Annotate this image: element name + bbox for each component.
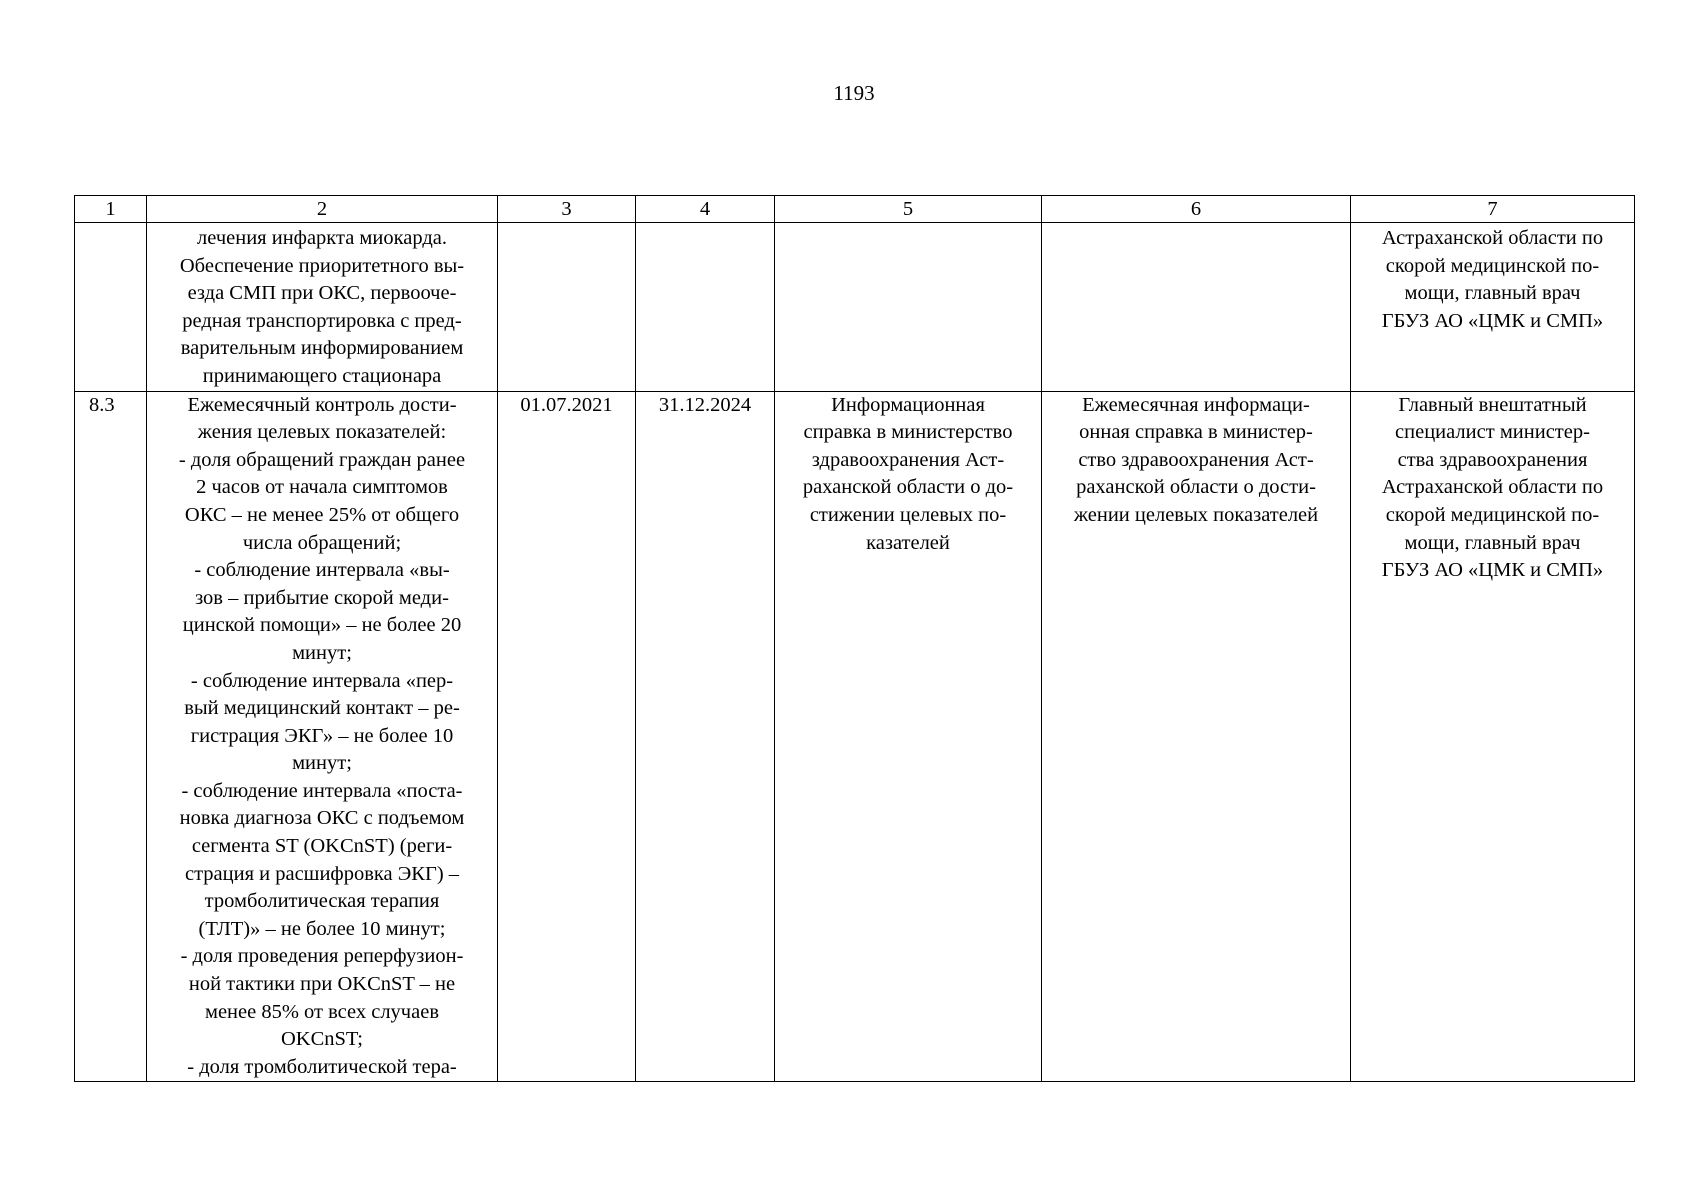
- text-line: справка в министерство: [803, 421, 1013, 444]
- text-line: онная справка в министер-: [1079, 421, 1313, 444]
- text-line: ства здравоохранения: [1397, 448, 1588, 471]
- cell-responsible: [1351, 391, 1635, 1082]
- text-line: страция и расшифровка ЭКГ) –: [184, 862, 460, 885]
- text-line: жения целевых показателей:: [197, 421, 447, 444]
- text-line: вый медицинский контакт – ре-: [184, 697, 460, 720]
- text-line: принимающего стационара: [202, 364, 442, 387]
- text-line: Астраханской области по: [1381, 227, 1604, 249]
- text-line: редная транспортировка с пред-: [182, 309, 462, 332]
- document-table: [74, 195, 1635, 1082]
- text-line: езда СМП при ОКС, первооче-: [187, 282, 457, 305]
- text-line: жении целевых показателей: [1073, 503, 1319, 526]
- text-line: ной тактики при OKCnST – не: [188, 973, 456, 996]
- cell-description: [147, 391, 498, 1082]
- text-line: мощи, главный врач: [1404, 282, 1581, 305]
- text-line: здравоохранения Аст-: [811, 448, 1005, 471]
- table-row: [75, 391, 1635, 1082]
- text-line: Астраханской области по: [1381, 476, 1604, 499]
- cell-responsible: [1351, 223, 1635, 392]
- text-line: зов – прибытие скорой меди-: [195, 586, 449, 609]
- text-line: гистрация ЭКГ» – не более 10: [190, 724, 454, 747]
- column-header-1: 1: [75, 196, 147, 223]
- text-line: - доля проведения реперфузион-: [180, 945, 464, 968]
- text-line: - соблюдение интервала «пер-: [190, 669, 454, 692]
- text-line: специалист министер-: [1395, 421, 1590, 444]
- column-header-6: 6: [1042, 196, 1351, 223]
- text-line: числа обращений;: [242, 531, 402, 554]
- text-line: - соблюдение интервала «поста-: [181, 779, 463, 802]
- cell-control: [1042, 223, 1351, 392]
- text-line: Ежемесячный контроль дости-: [187, 393, 457, 416]
- text-line: OKCnST;: [280, 1028, 364, 1051]
- text-line: скорой медицинской по-: [1385, 254, 1600, 277]
- text-line: мощи, главный врач: [1404, 531, 1581, 554]
- cell-start-date: 01.07.2021: [498, 391, 636, 1082]
- text-line: стижении целевых по-: [809, 503, 1007, 526]
- text-line: - доля обращений граждан ранее: [178, 448, 466, 471]
- column-header-5: 5: [775, 196, 1042, 223]
- cell-control: [1042, 391, 1351, 1082]
- column-header-7: 7: [1351, 196, 1635, 223]
- cell-end-date: [636, 223, 775, 392]
- text-line: минут;: [292, 752, 352, 775]
- text-line: 2 часов от начала симптомов: [196, 476, 448, 499]
- text-line: варительным информированием: [180, 337, 464, 360]
- text-line: ГБУЗ АО «ЦМК и СМП»: [1381, 309, 1604, 332]
- text-line: минут;: [292, 641, 352, 664]
- text-line: ГБУЗ АО «ЦМК и СМП»: [1381, 559, 1604, 582]
- text-line: - доля тромболитической тера-: [187, 1055, 457, 1078]
- text-line: менее 85% от всех случаев: [204, 1000, 439, 1023]
- text-line: - соблюдение интервала «вы-: [194, 559, 450, 582]
- text-line: новка диагноза ОКС с подъемом: [179, 807, 465, 830]
- cell-start-date: [498, 223, 636, 392]
- cell-description: [147, 223, 498, 392]
- text-line: Ежемесячная информаци-: [1082, 393, 1310, 416]
- column-header-4: 4: [636, 196, 775, 223]
- text-line: (ТЛТ)» – не более 10 минут;: [198, 917, 446, 940]
- text-line: цинской помощи» – не более 20: [182, 614, 462, 637]
- text-line: Обеспечение приоритетного вы-: [179, 254, 465, 277]
- text-line: сегмента ST (OKCnST) (реги-: [191, 835, 453, 858]
- text-line: раханской области о до-: [802, 476, 1014, 499]
- text-line: лечения инфаркта миокарда.: [197, 227, 447, 249]
- cell-result: [775, 391, 1042, 1082]
- text-line: ство здравоохранения Аст-: [1078, 448, 1314, 471]
- text-line: скорой медицинской по-: [1385, 503, 1600, 526]
- text-line: казателей: [866, 531, 950, 554]
- column-header-3: 3: [498, 196, 636, 223]
- cell-end-date: 31.12.2024: [636, 391, 775, 1082]
- table-row: [75, 223, 1635, 392]
- text-line: Главный внештатный: [1398, 393, 1587, 416]
- column-header-2: 2: [147, 196, 498, 223]
- header-row: [75, 196, 1635, 223]
- text-line: тромболитическая терапия: [204, 890, 440, 913]
- page-number: 1193: [833, 81, 875, 105]
- text-line: Информационная: [831, 393, 985, 416]
- text-line: раханской области о дости-: [1076, 476, 1316, 499]
- cell-result: [775, 223, 1042, 392]
- text-line: ОКС – не менее 25% от общего: [184, 503, 460, 526]
- cell-number: 8.3: [75, 391, 147, 1082]
- cell-number: [75, 223, 147, 392]
